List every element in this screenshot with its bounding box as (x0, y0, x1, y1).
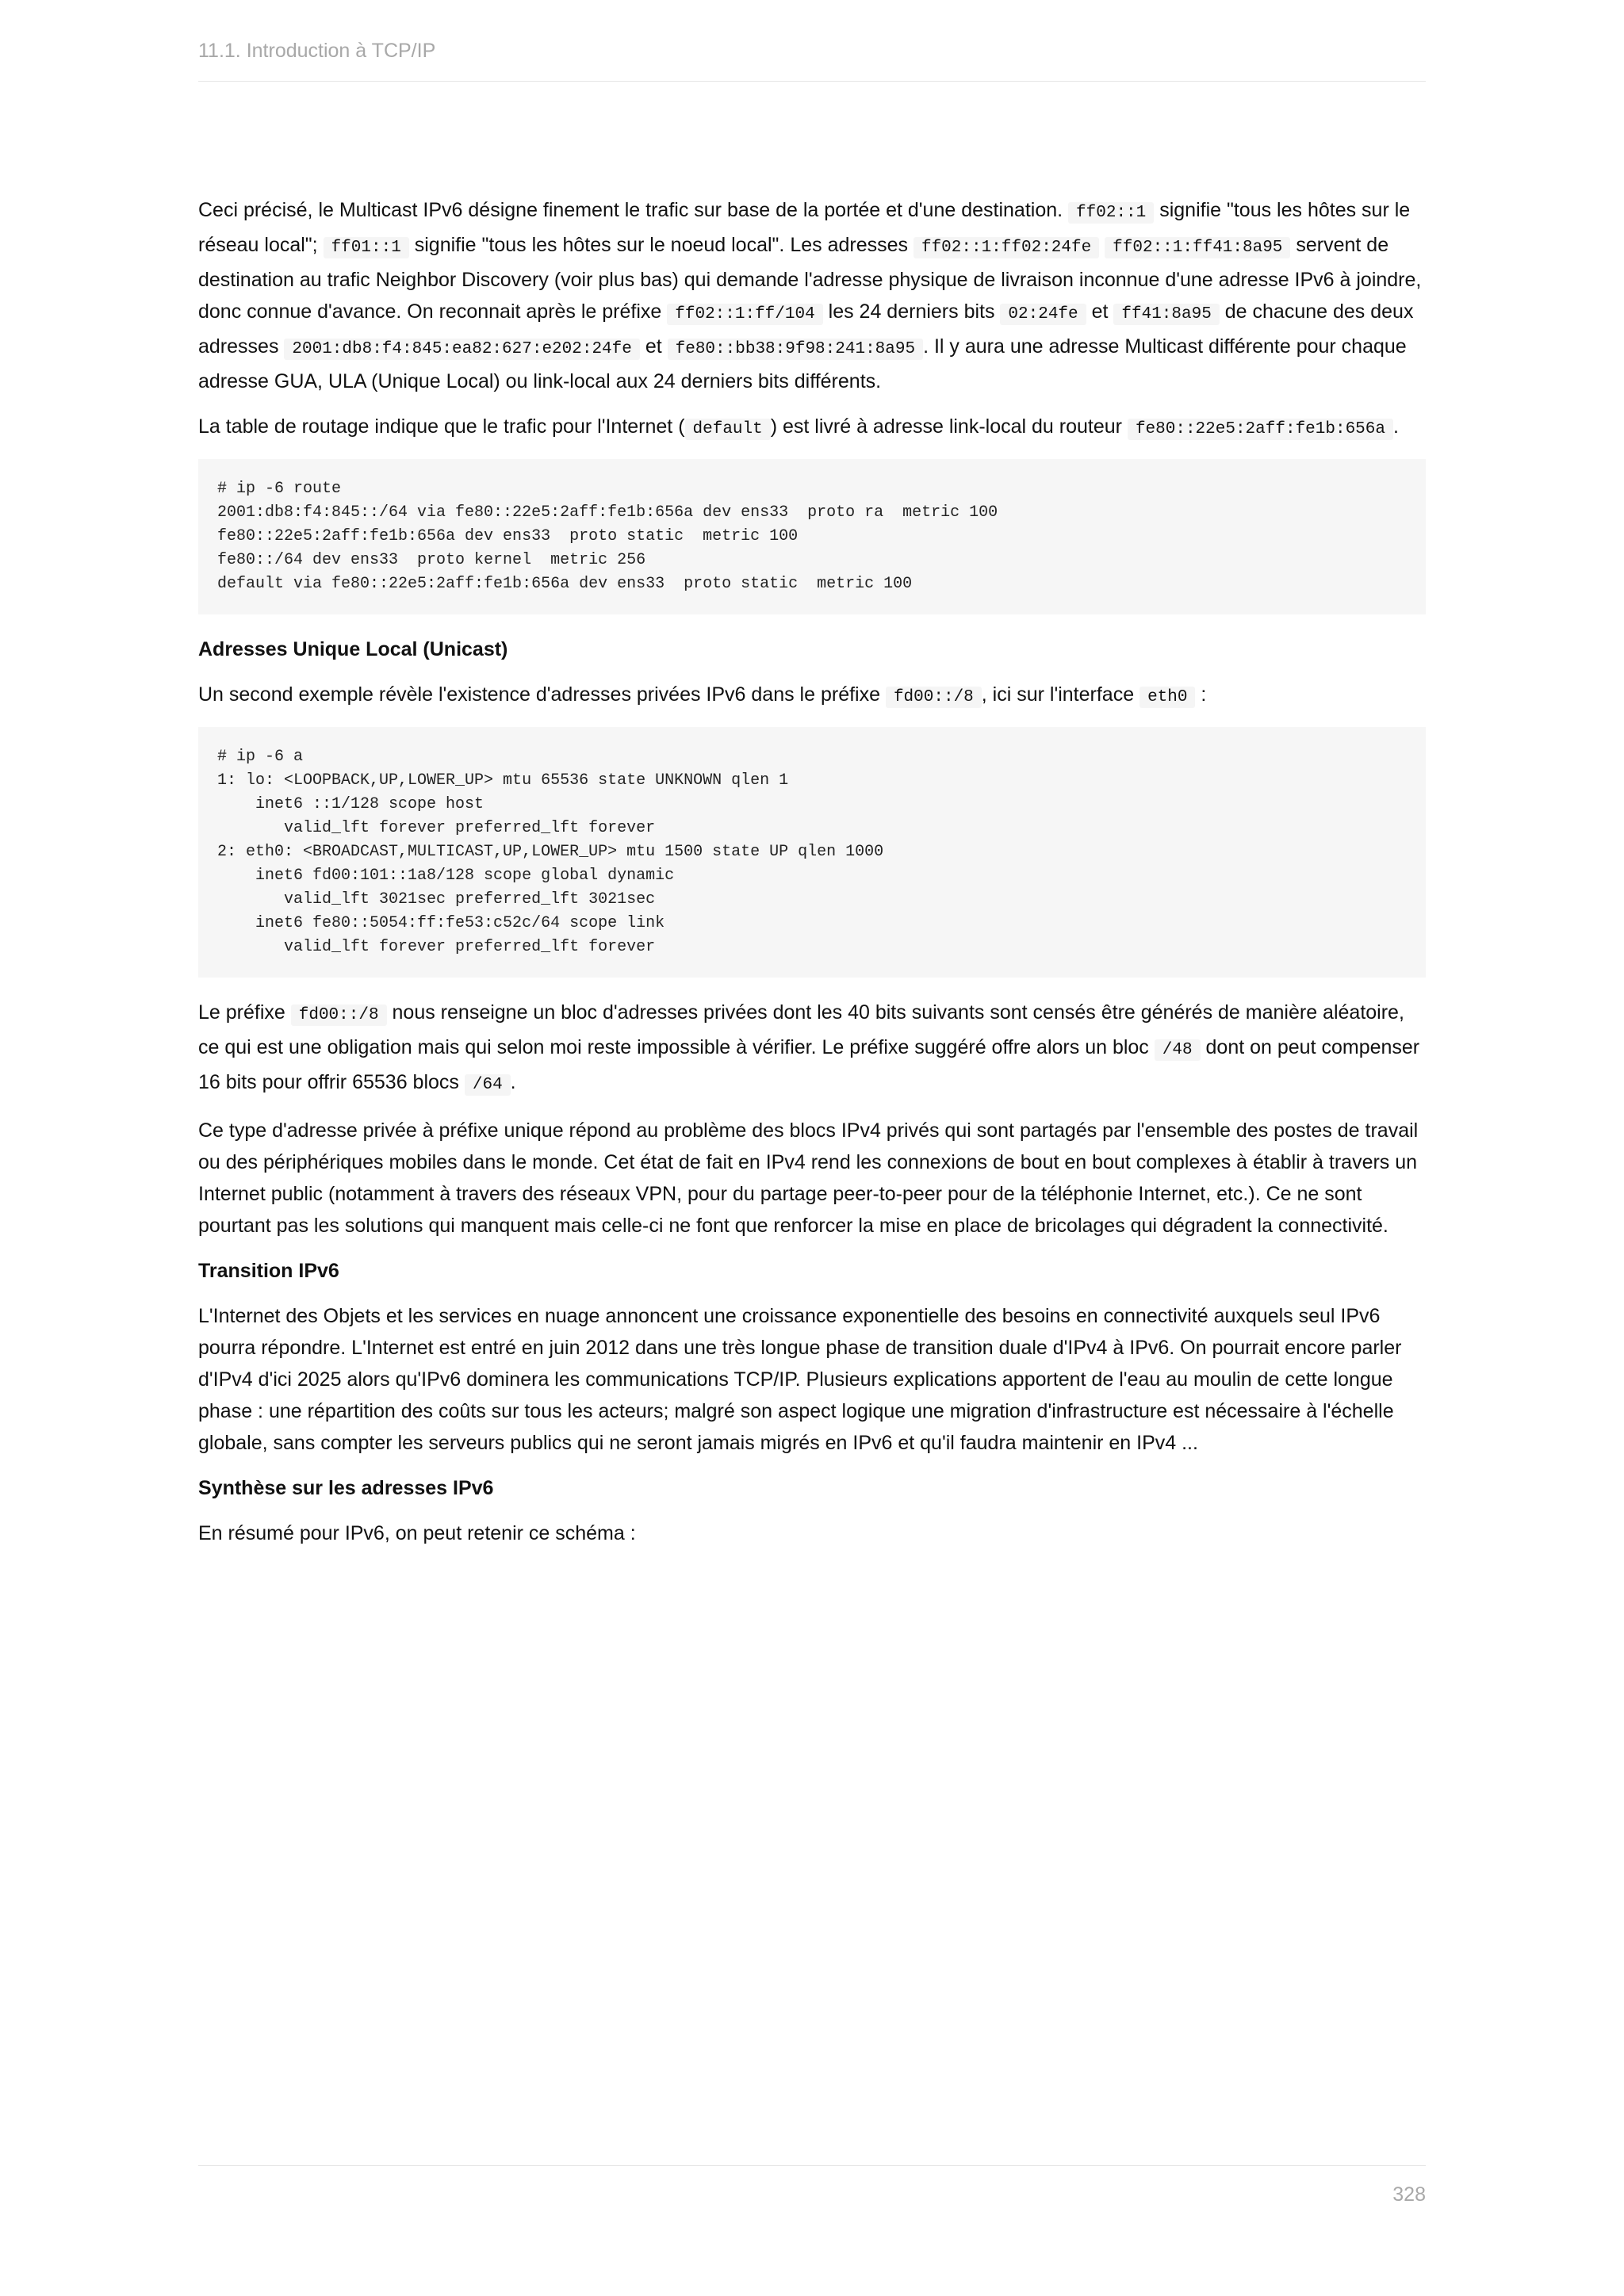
inline-code: 02:24fe (1000, 304, 1086, 325)
running-header (198, 35, 1426, 82)
inline-code: ff02::1:ff41:8a95 (1105, 237, 1290, 258)
inline-code: ff41:8a95 (1113, 304, 1219, 325)
inline-code: /48 (1155, 1039, 1201, 1061)
inline-code: fd00::/8 (291, 1004, 387, 1026)
inline-code: fd00::/8 (886, 687, 982, 708)
footer-divider (198, 2165, 1426, 2167)
inline-code: ff02::1:ff/104 (667, 304, 822, 325)
paragraph-private-prefix: Un second exemple révèle l'existence d'adresses privées IPv6 dans le préfixe fd00::/8 , ici sur l'interface eth0 : (198, 683, 1207, 706)
section-heading-synthesis: Synthèse sur les adresses IPv6 (198, 1477, 494, 1499)
paragraph-multicast: Ceci précisé, le Multicast IPv6 désigne finement le trafic sur base de la portée et d'une destination. ff02::1 signifie "tous les hôtes sur le réseau local"; ff01::1 signifie "tous les hôtes sur le noeud local". Les adresses ff02::1:ff02:24fe ff02::1:ff41:8a95 servent de destination au trafic Neighbor Discovery (voir plus bas) qui demande l'adresse physique de livraison inconnue d'une adresse IPv6 à joindre, donc connue d'avance. On reconnait après le préfixe ff02::1:ff/104 les 24 derniers bits 02:24fe et ff41:8a95 de chacune des deux adresses 2001:db8:f4:845:ea82:627:e202:24fe et fe80::bb38:9f98:241:8a95 . Il y aura une adresse Multicast différente pour chaque adresse GUA, ULA (Unique Local) ou link-local aux 24 derniers bits différents. (198, 199, 1422, 392)
inline-code: fe80::bb38:9f98:241:8a95 (668, 339, 923, 360)
paragraph-private-address-problem: Ce type d'adresse privée à préfixe unique répond au problème des blocs IPv4 privés qui sont partagés par l'ensemble des postes de travail ou des périphériques mobiles dans le monde. Cet état de fait en IPv4 rend les connexions de bout en bout complexes à établir à travers un Internet public (notamment à travers des réseaux VPN, pour du partage peer-to-peer pour de la téléphonie Internet, etc.). Ce ne sont pourtant pas les solutions qui manquent mais celle-ci ne font que renforcer la mise en place de bricolages qui dégradent la connectivité. (198, 1119, 1419, 1237)
paragraph-transition: L'Internet des Objets et les services en nuage annoncent une croissance exponentielle des besoins en connectivité auxquels seul IPv6 pourra répondre. L'Internet est entré en juin 2012 dans une très longue phase de transition duale d'IPv4 à IPv6. On pourrait encore parler d'IPv4 d'ici 2025 alors qu'IPv6 dominera les communications TCP/IP. Plusieurs explications apportent de l'eau au moulin de cette longue phase : une répartition des coûts sur tous les acteurs; malgré son aspect logique une migration d'infrastructure est nécessaire à l'échelle globale, sans compter les serveurs publics qui ne seront jamais migrés en IPv6 et qu'il faudra maintenir en IPv4 ... (198, 1305, 1402, 1454)
section-heading-transition: Transition IPv6 (198, 1260, 339, 1282)
page-content (198, 194, 1426, 1563)
code-block-ip-route: # ip -6 route 2001:db8:f4:845::/64 via fe80::22e5:2aff:fe1b:656a dev ens33 proto ra metric 100 fe80::22e5:2aff:fe1b:656a dev ens33 proto static metric 100 fe80::/64 dev ens33 proto kernel metric 256 default via fe80::22e5:2aff:fe1b:656a dev ens33 proto static metric 100 (198, 459, 1426, 614)
paragraph-fd00-prefix: Le préfixe fd00::/8 nous renseigne un bloc d'adresses privées dont les 40 bits suivants sont censés être générés de manière aléatoire, ce qui est une obligation mais qui selon moi reste impossible à vérifier. Le préfixe suggéré offre alors un bloc /48 dont on peut compenser 16 bits pour offrir 65536 blocs /64 . (198, 1001, 1420, 1094)
inline-code: eth0 (1139, 687, 1195, 708)
inline-code: default (685, 419, 771, 440)
section-heading-unique-local: Adresses Unique Local (Unicast) (198, 638, 508, 660)
inline-code: ff02::1 (1068, 202, 1154, 224)
paragraph-summary: En résumé pour IPv6, on peut retenir ce schéma : (198, 1522, 636, 1544)
header-title: 11.1. Introduction à TCP/IP (198, 40, 436, 62)
inline-code: /64 (465, 1074, 511, 1096)
inline-code: 2001:db8:f4:845:ea82:627:e202:24fe (284, 339, 639, 360)
paragraph-routing-table: La table de routage indique que le trafic pour l'Internet ( default ) est livré à adresse link-local du routeur fe80::22e5:2aff:fe1b:656a . (198, 415, 1399, 438)
inline-code: ff02::1:ff02:24fe (914, 237, 1099, 258)
page-number: 328 (1392, 2183, 1426, 2206)
code-block-ip-addr: # ip -6 a 1: lo: <LOOPBACK,UP,LOWER_UP> mtu 65536 state UNKNOWN qlen 1 inet6 ::1/128 scope host valid_lft forever preferred_lft forever 2: eth0: <BROADCAST,MULTICAST,UP,LOWER_UP> mtu 1500 state UP qlen 1000 inet6 fd00:101::1a8/128 scope global dynamic valid_lft 3021sec preferred_lft 3021sec inet6 fe80::5054:ff:fe53:c52c/64 scope link valid_lft forever preferred_lft forever (198, 727, 1426, 978)
inline-code: ff01::1 (324, 237, 409, 258)
inline-code: fe80::22e5:2aff:fe1b:656a (1128, 419, 1393, 440)
